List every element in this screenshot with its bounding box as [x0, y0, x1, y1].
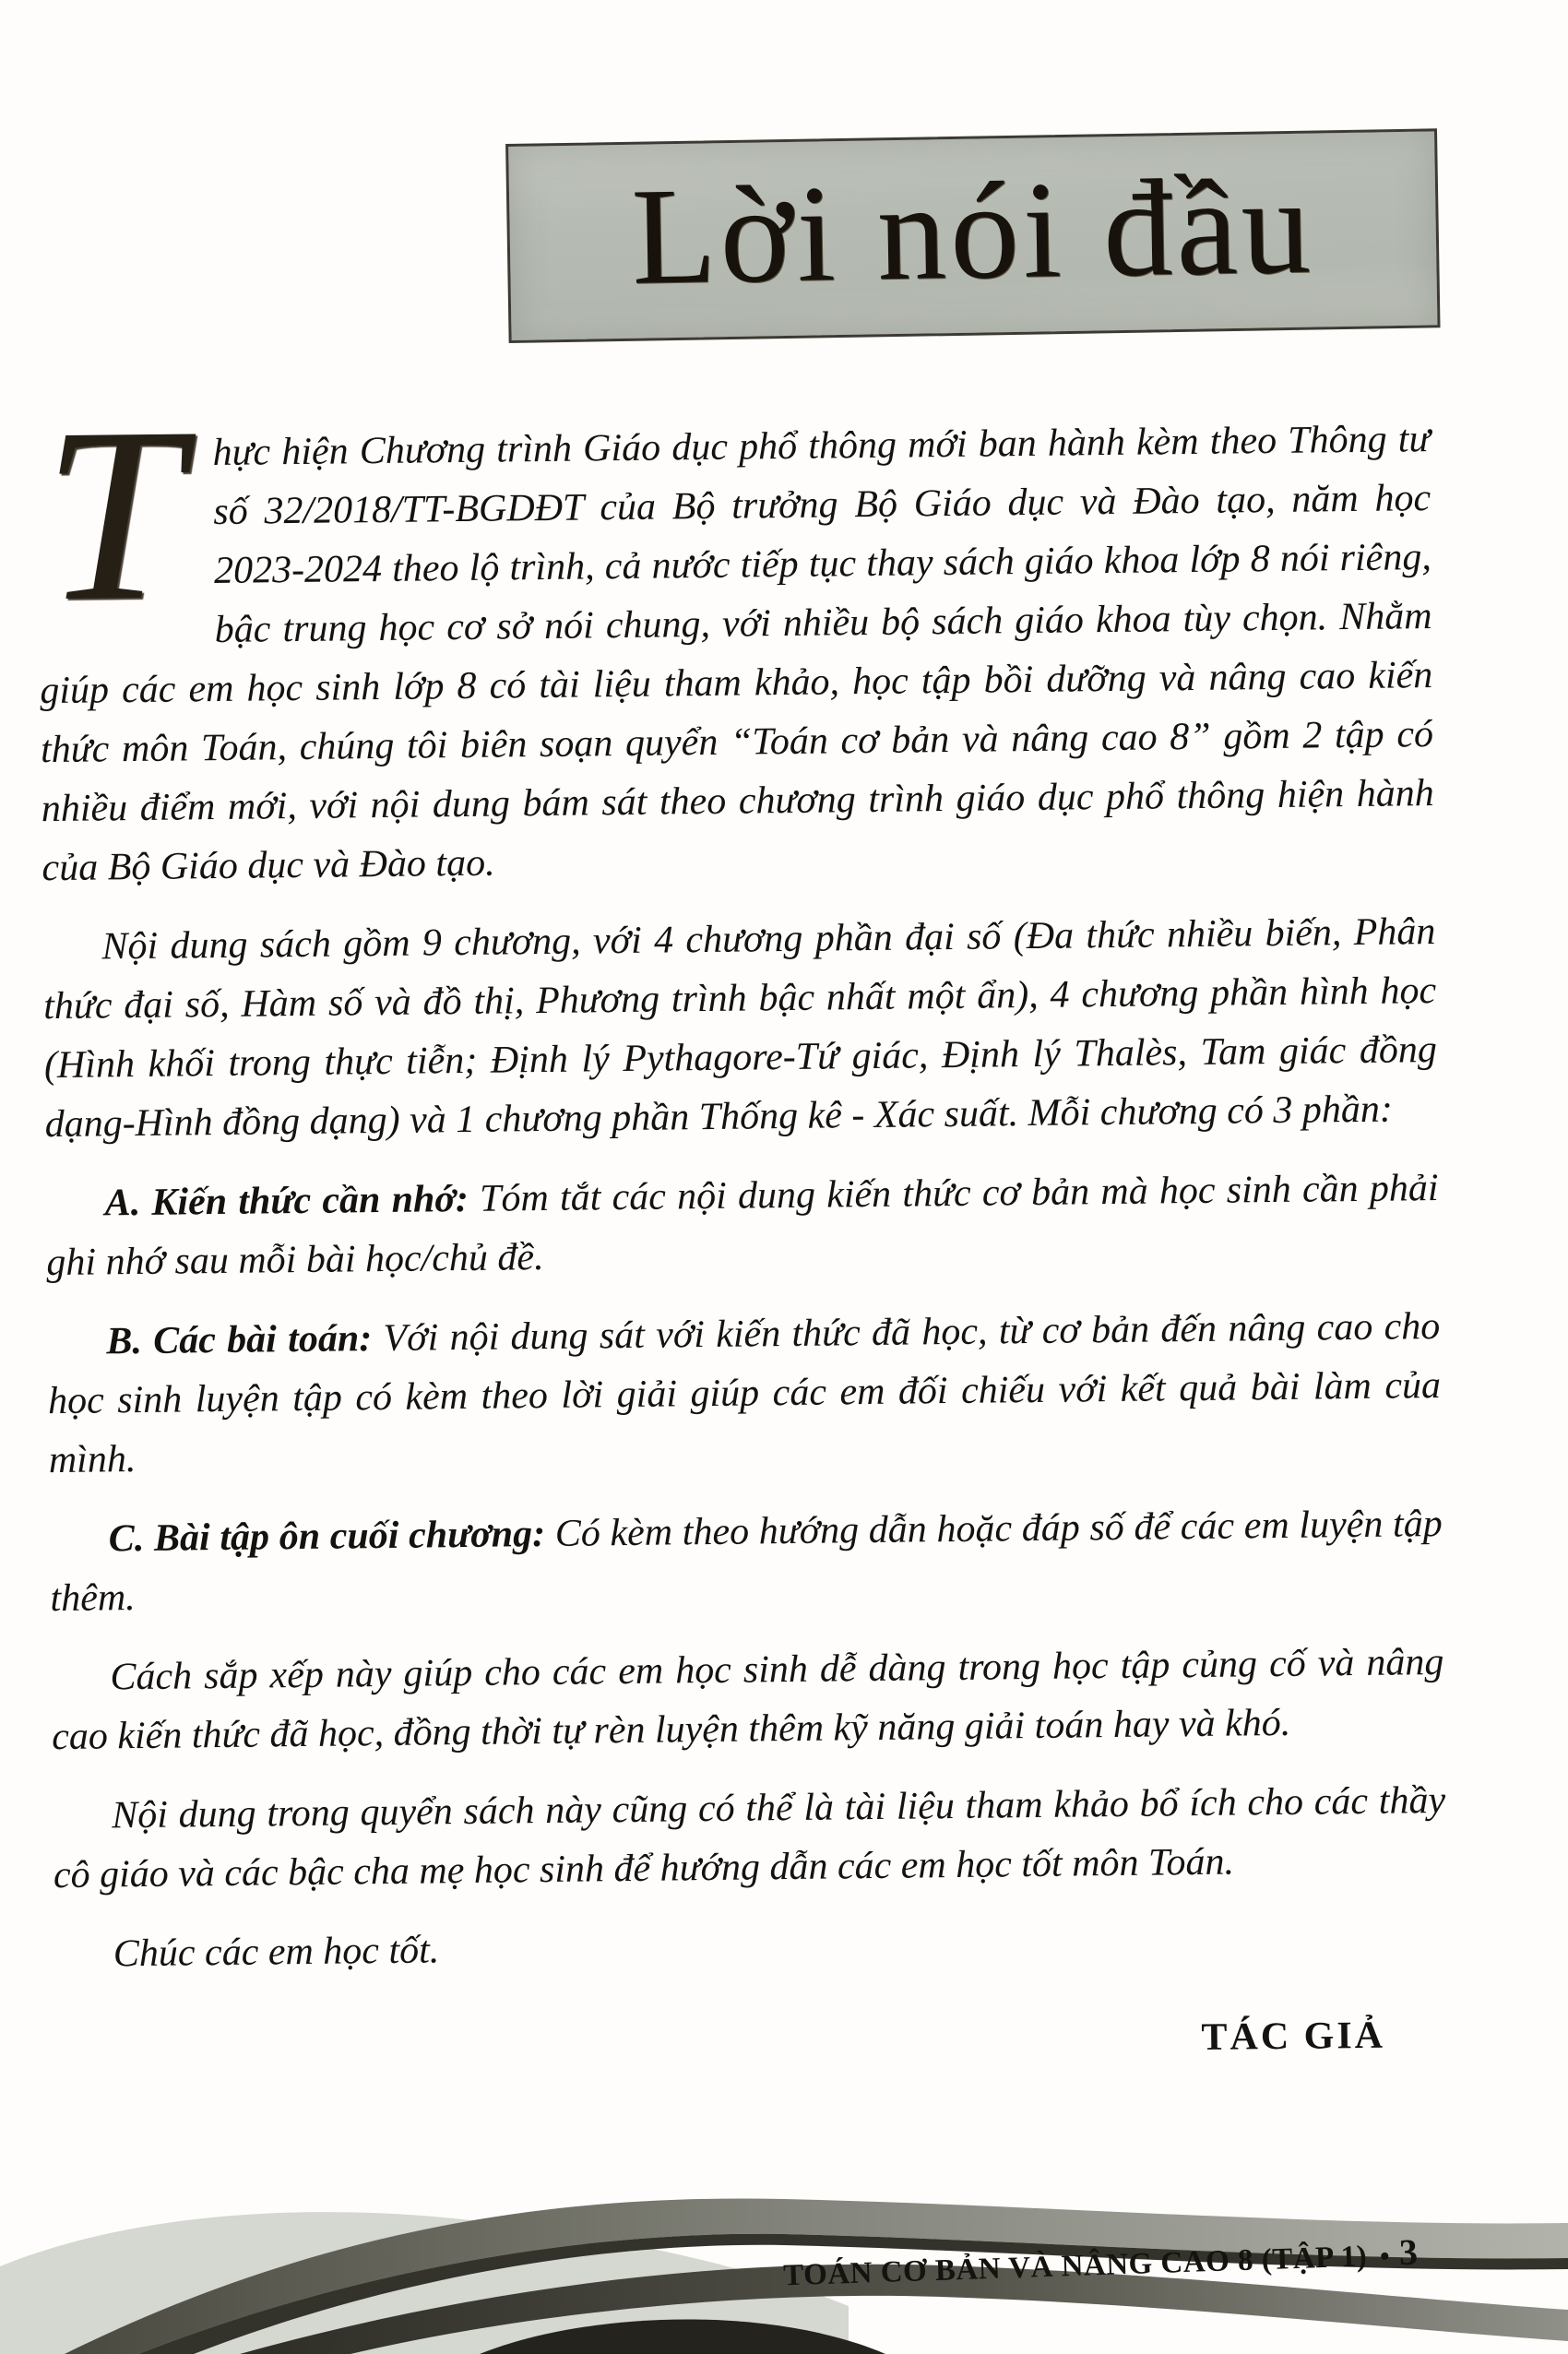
- title-banner: [505, 128, 1440, 343]
- preface-body: [37, 375, 1448, 2080]
- section-b-paragraph: [47, 1297, 1442, 1490]
- wish-paragraph: Chúc các em học tốt.: [113, 1929, 440, 1976]
- section-c-label: C. Bài tập ôn cuối chương:: [108, 1513, 546, 1561]
- section-c-paragraph: [49, 1494, 1443, 1628]
- section-b-label: B. Các bài toán:: [106, 1317, 373, 1363]
- page-number: 3: [1398, 2230, 1420, 2274]
- section-a-paragraph: [45, 1159, 1439, 1292]
- intro-text: hực hiện Chương trình Giáo dục phổ thông mới ban hành kèm theo Thông tư số 32/2018/TT-BGDĐT của Bộ trưởng Bộ Giáo dục và Đào tạo, năm học 2023-2024 theo lộ trình, cả nước tiếp tục thay sách giáo khoa lớp 8 nói riêng, bậc trung học cơ sở nói chung, với nhiều bộ sách giáo khoa tùy chọn. Nhằm giúp các em học sinh lớp 8 có tài liệu tham khảo, học tập bồi dưỡng và nâng cao kiến thức môn Toán, chúng tôi biên soạn quyển “Toán cơ bản và nâng cao 8” gồm 2 tập có nhiều điểm mới, với nội dung bám sát theo chương trình giáo dục phổ thông hiện hành của Bộ Giáo dục và Đào tạo.: [40, 418, 1434, 890]
- overview-paragraph: Nội dung sách gồm 9 chương, với 4 chương phần đại số (Đa thức nhiều biến, Phân thức đại số, Hàm số và đồ thị, Phương trình bậc nhất một ẩn), 4 chương phần hình học (Hình khối trong thực tiễn; Định lý Pythagore-Tứ giác, Định lý Thalès, Tam giác đồng dạng-Hình đồng dạng) và 1 chương phần Thống kê - Xác suất. Mỗi chương có 3 phần:: [42, 910, 1438, 1147]
- section-a-label: A. Kiến thức cần nhớ:: [104, 1177, 469, 1225]
- section-c-text: Có kèm theo hướng dẫn hoặc đáp số để các em luyện tập thêm.: [50, 1502, 1443, 1621]
- arrangement-paragraph: Cách sắp xếp này giúp cho các em học sinh dễ dàng trong học tập củng cố và nâng cao kiến thức đã học, đồng thời tự rèn luyện thêm kỹ năng giải toán hay và khó.: [51, 1640, 1444, 1759]
- author-signature: TÁC GIẢ: [1201, 2014, 1386, 2059]
- section-a-text: Tóm tắt các nội dung kiến thức cơ bản mà học sinh cần phải ghi nhớ sau mỗi bài học/chủ đề.: [46, 1167, 1439, 1285]
- footer-bullet: •: [1379, 2241, 1392, 2272]
- intro-paragraph: [37, 375, 1435, 898]
- dropcap-letter: T: [42, 375, 184, 654]
- footer-book-title: TOÁN CƠ BẢN VÀ NÂNG CAO 8 (TẬP 1): [783, 2240, 1369, 2293]
- page-title: Lời nói đầu: [630, 149, 1315, 314]
- section-b-text: Với nội dung sát với kiến thức đã học, từ cơ bản đến nâng cao cho học sinh luyện tập có kèm theo lời giải giúp các em đối chiếu với kết quả bài làm của mình.: [47, 1304, 1442, 1482]
- reference-paragraph: Nội dung trong quyển sách này cũng có thể là tài liệu tham khảo bổ ích cho các thầy cô giáo và các bậc cha mẹ học sinh để hướng dẫn các em học tốt môn Toán.: [53, 1778, 1446, 1897]
